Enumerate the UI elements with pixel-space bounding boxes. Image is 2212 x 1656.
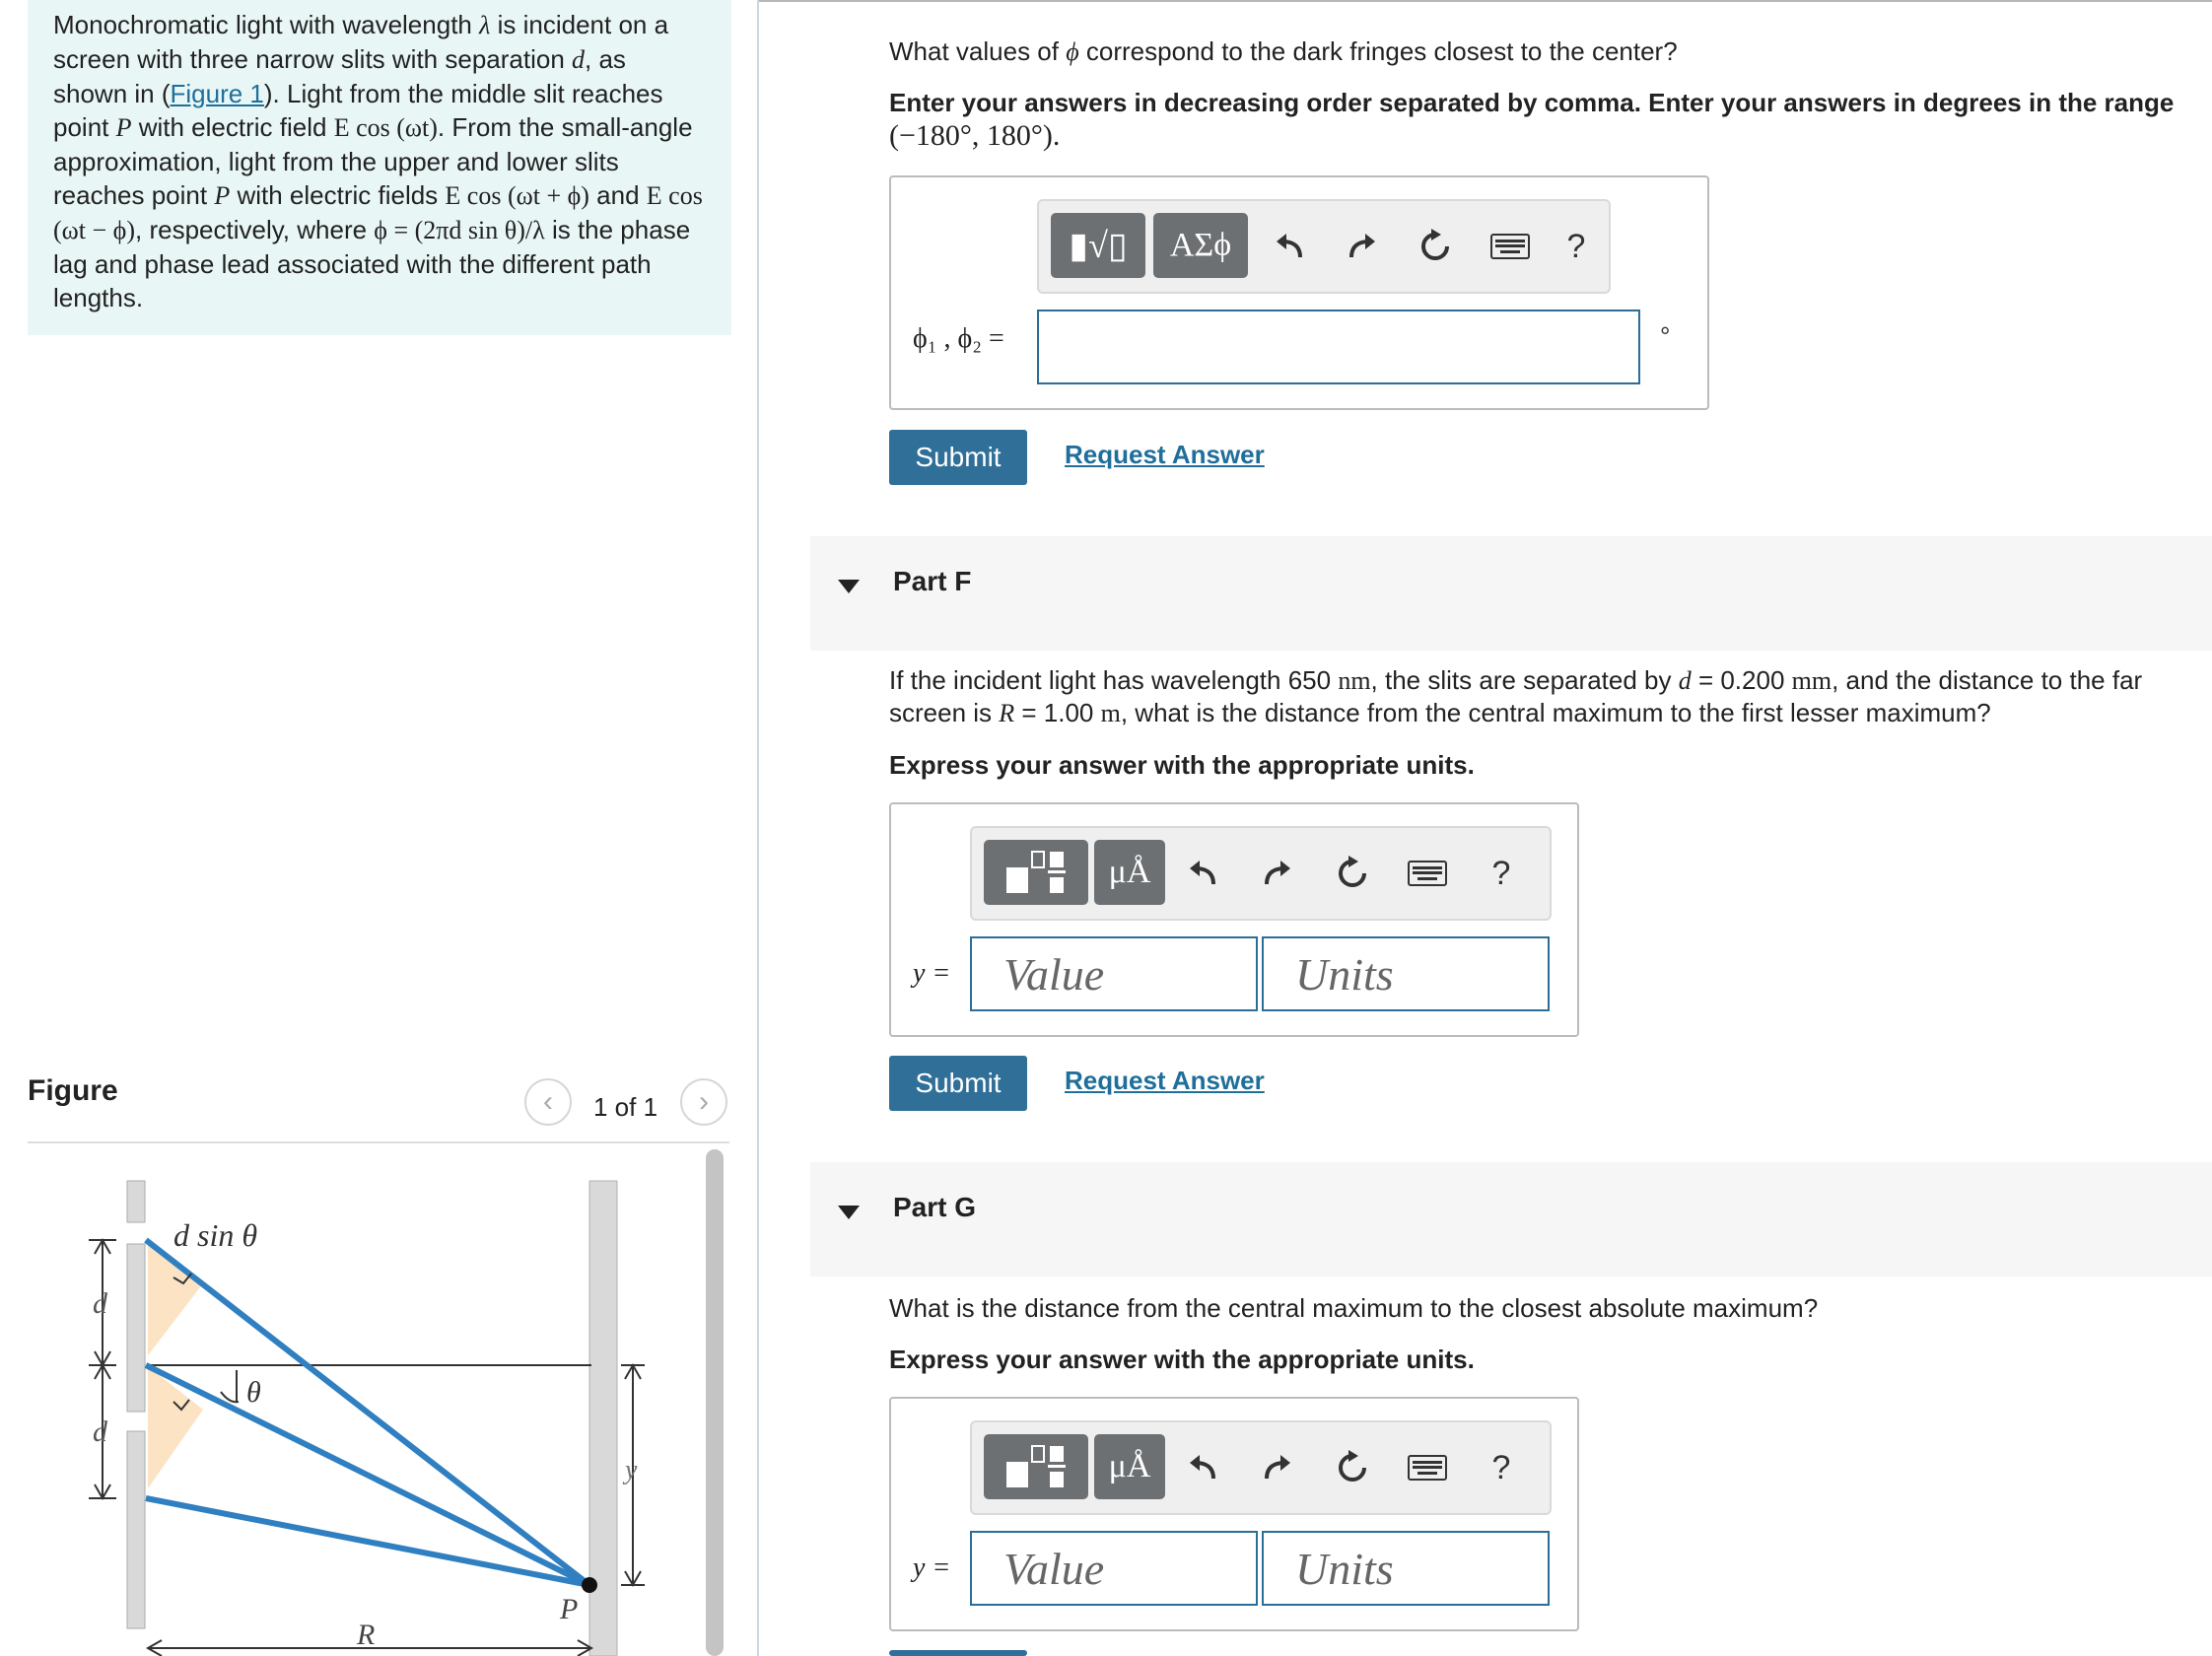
keyboard-icon <box>1408 861 1447 886</box>
problem-text: with electric fields <box>230 180 446 210</box>
partf-instruction: Express your answer with the appropriate units. <box>889 750 1475 780</box>
undo-icon <box>1186 857 1219 890</box>
undo-button[interactable] <box>1262 219 1317 274</box>
label-theta: θ <box>246 1376 261 1409</box>
redo-icon <box>1346 230 1379 263</box>
figure-prev-button[interactable] <box>524 1078 572 1126</box>
sqrt-template-icon: ▮√▯ <box>1069 226 1128 265</box>
templates-button[interactable] <box>984 1434 1088 1499</box>
parte-answer-label: ϕ₁ , ϕ₂ = <box>913 323 1004 354</box>
figure-scrollbar[interactable] <box>706 1149 724 1656</box>
keyboard-button[interactable] <box>1481 219 1540 274</box>
label-p: P <box>560 1593 579 1625</box>
parte-answer-box <box>889 175 1709 410</box>
partf-units-input[interactable]: Units <box>1262 936 1550 1011</box>
pane-divider[interactable] <box>757 0 759 1656</box>
barrier-segment <box>127 1431 145 1628</box>
partf-submit-button[interactable]: Submit <box>889 1056 1027 1111</box>
help-icon: ? <box>1566 227 1586 265</box>
partg-question: What is the distance from the central maximum to the closest absolute maximum? <box>889 1293 1819 1323</box>
redo-button[interactable] <box>1335 219 1390 274</box>
problem-text: and <box>588 180 647 210</box>
partf-value-input[interactable]: Value <box>970 936 1258 1011</box>
redo-button[interactable] <box>1250 846 1305 901</box>
field-minus-expression: E cos (ωt − ϕ) <box>53 181 703 244</box>
field-expression: E cos (ωt) <box>333 113 438 142</box>
partg-answer-label: y = <box>913 1552 951 1583</box>
barrier-segment <box>127 1181 145 1222</box>
partg-title: Part G <box>893 1192 977 1222</box>
three-slit-figure <box>28 1143 704 1656</box>
label-y: y <box>625 1455 638 1485</box>
partg-units-input[interactable]: Units <box>1262 1531 1550 1606</box>
help-icon: ? <box>1491 854 1511 892</box>
ray-upper <box>146 1240 589 1585</box>
phase-expression: ϕ = (2πd sin θ)/λ <box>374 216 545 244</box>
partg-toolbar <box>970 1420 1552 1515</box>
partf-toolbar <box>970 826 1552 921</box>
top-border <box>759 0 2212 2</box>
problem-text: , respectively, where <box>135 215 375 244</box>
undo-icon <box>1273 230 1306 263</box>
label-d-upper: d <box>93 1287 107 1320</box>
fraction-template-icon <box>1004 846 1068 899</box>
figure-pager-count: 1 of 1 <box>593 1092 658 1122</box>
reset-button[interactable] <box>1325 1440 1380 1495</box>
parte-question: What values of ϕ correspond to the dark fringes closest to the center? <box>889 36 1678 66</box>
figure-link[interactable]: Figure 1 <box>170 79 264 108</box>
parte-instruction: Enter your answers in decreasing order separated by comma. Enter your answers in degrees in the range (−180°, 180°). <box>889 88 2175 152</box>
keyboard-button[interactable] <box>1398 846 1457 901</box>
left-pane <box>0 0 757 1656</box>
path-difference-wedge <box>148 1242 203 1355</box>
p-symbol: P <box>214 181 231 210</box>
problem-text: ). Light from the middle slit reaches point <box>53 79 663 142</box>
help-button[interactable] <box>1552 219 1601 274</box>
greek-symbols-button[interactable] <box>1153 213 1248 278</box>
collapse-caret-icon[interactable] <box>838 580 860 593</box>
label-dsin-theta: d sin θ <box>173 1217 258 1253</box>
redo-icon <box>1261 857 1294 890</box>
partf-title: Part F <box>893 566 972 596</box>
partg-value-input[interactable]: Value <box>970 1531 1258 1606</box>
undo-button[interactable] <box>1175 846 1230 901</box>
parte-range: (−180°, 180°). <box>889 119 1061 152</box>
templates-button[interactable] <box>1051 213 1145 278</box>
reset-button[interactable] <box>1408 219 1463 274</box>
parte-toolbar <box>1037 199 1611 294</box>
partg-instruction: Express your answer with the appropriate units. <box>889 1345 1475 1374</box>
parte-request-answer-link[interactable]: Request Answer <box>1065 440 1265 469</box>
help-button[interactable] <box>1477 1440 1526 1495</box>
problem-text: Monochromatic light with wavelength <box>53 10 480 39</box>
barrier-segment <box>127 1244 145 1412</box>
keyboard-icon <box>1408 1455 1447 1481</box>
reset-icon <box>1335 1450 1370 1485</box>
greek-icon: ΑΣϕ <box>1169 227 1232 263</box>
fraction-template-icon <box>1004 1440 1068 1493</box>
ray-lower <box>146 1498 589 1585</box>
problem-statement <box>28 0 731 335</box>
redo-icon <box>1261 1451 1294 1484</box>
degree-unit: ° <box>1660 321 1671 351</box>
field-plus-expression: E cos (ωt + ϕ) <box>445 181 589 210</box>
reset-icon <box>1417 229 1453 264</box>
d-symbol: d <box>572 45 586 74</box>
units-icon: μÅ <box>1108 1448 1151 1484</box>
label-d-lower: d <box>93 1415 107 1448</box>
partg-answer-box <box>889 1397 1579 1631</box>
help-icon: ? <box>1491 1448 1511 1486</box>
units-icon: μÅ <box>1108 854 1151 890</box>
help-button[interactable] <box>1477 846 1526 901</box>
problem-text: is incident on a screen with three narrow slits with separation <box>53 10 669 74</box>
templates-button[interactable] <box>984 840 1088 905</box>
chevron-left-icon: ‹ <box>543 1085 553 1118</box>
problem-text: . From the small-angle approximation, light from the upper and lower slits reaches point <box>53 112 693 210</box>
point-p <box>582 1577 597 1593</box>
collapse-caret-icon[interactable] <box>838 1206 860 1219</box>
keyboard-icon <box>1490 234 1530 259</box>
partg-header[interactable] <box>810 1162 2212 1276</box>
partf-answer-box <box>889 802 1579 1037</box>
p-symbol: P <box>115 113 132 142</box>
problem-text: is the phase lag and phase lead associated with the different path lengths. <box>53 215 691 312</box>
label-r: R <box>357 1619 376 1651</box>
problem-text: with electric field <box>131 112 334 142</box>
keyboard-button[interactable] <box>1398 1440 1457 1495</box>
parte-submit-button[interactable]: Submit <box>889 430 1027 485</box>
undo-icon <box>1186 1451 1219 1484</box>
units-button[interactable] <box>1094 1434 1165 1499</box>
reset-icon <box>1335 856 1370 891</box>
undo-button[interactable] <box>1175 1440 1230 1495</box>
partf-answer-label: y = <box>913 958 951 989</box>
lambda-symbol: λ <box>479 11 491 39</box>
parte-answer-input[interactable] <box>1037 310 1640 384</box>
ray-middle <box>146 1365 589 1585</box>
problem-text: , as shown in ( <box>53 44 626 108</box>
figure-next-button[interactable] <box>680 1078 727 1126</box>
partf-header[interactable] <box>810 536 2212 651</box>
path-difference-wedge <box>148 1366 203 1488</box>
units-button[interactable] <box>1094 840 1165 905</box>
chevron-right-icon: › <box>699 1085 709 1118</box>
figure-title: Figure <box>28 1074 118 1107</box>
partf-request-answer-link[interactable]: Request Answer <box>1065 1066 1265 1095</box>
partf-question: If the incident light has wavelength 650 nm, the slits are separated by d = 0.200 mm, and the distance to the far screen is R = 1.00 m, what is the distance from the central maximum to the first lesser maximum? <box>889 665 2143 727</box>
reset-button[interactable] <box>1325 846 1380 901</box>
partg-submit-button-partial[interactable] <box>889 1650 1027 1656</box>
redo-button[interactable] <box>1250 1440 1305 1495</box>
